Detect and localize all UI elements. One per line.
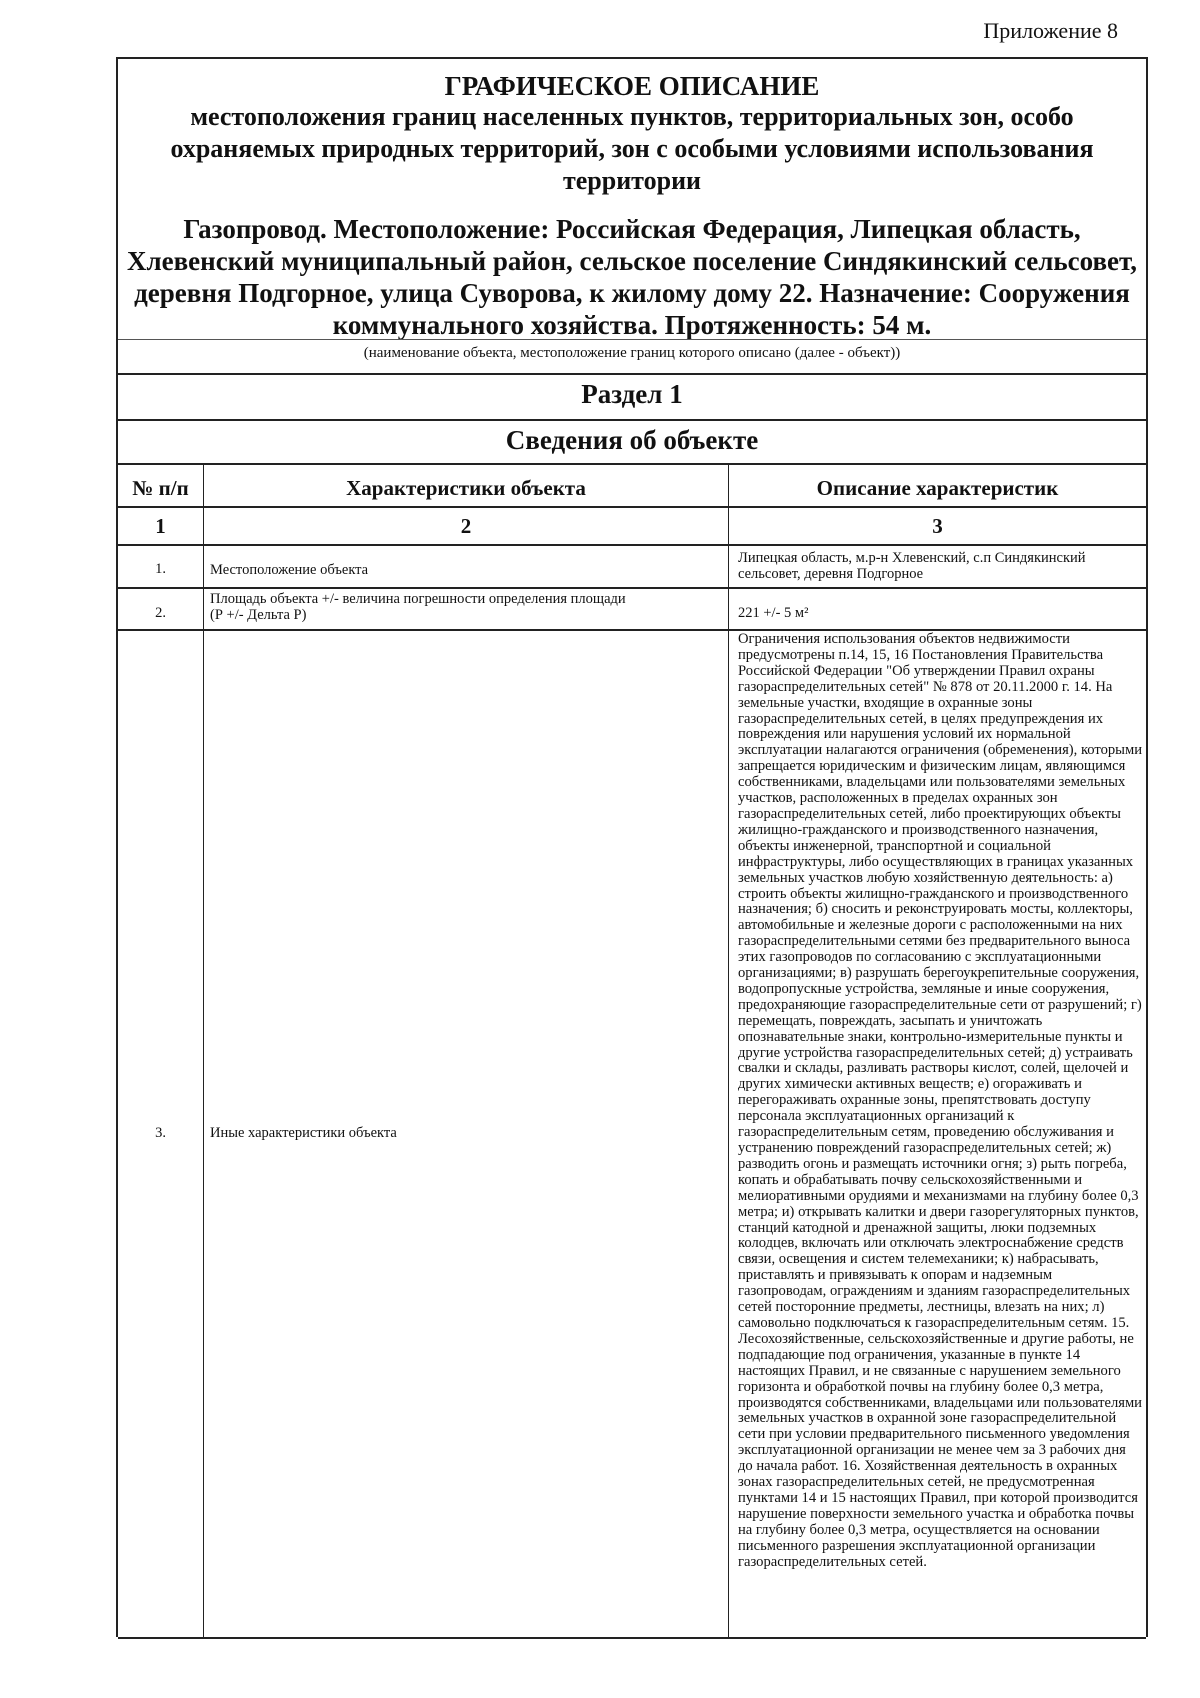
column-divider — [203, 463, 204, 1639]
divider — [118, 463, 1146, 465]
table-row-3-number: 3. — [155, 1125, 166, 1141]
column-number-3: 3 — [932, 514, 943, 538]
section-subtitle: Сведения об объекте — [505, 425, 759, 455]
section-title: Раздел 1 — [581, 379, 683, 409]
divider — [118, 587, 1146, 589]
column-divider — [728, 463, 729, 1639]
divider — [118, 544, 1146, 546]
divider — [118, 373, 1146, 375]
document-header — [118, 59, 1146, 341]
divider — [118, 419, 1146, 421]
table-row-3-description: Ограничения использования объектов недвижимости предусмотрены п.14, 15, 16 Постановления Правительства Российской Федерации "Об утверждении Правил охраны газораспределительных сетей" № 878 от 20.11.2000 г. 14. На земельные участки, входящие в охранные зоны газораспределительных сетей, в целях предупреждения их повреждения или нарушения условий их нормальной эксплуатации налагаются ограничения (обременения), которыми запрещается юридическим и физическим лицам, являющимся собственниками, владельцами или пользователями земельных участков, расположенных в пределах охранных зон газораспределительных сетей, либо проектирующих объекты жилищно-гражданского и производственного назначения, объекты инженерной, транспортной и социальной инфраструктуры, либо осуществляющих в границах указанных земельных участков любую хозяйственную деятельность: а) строить объекты жилищно-гражданского и производственного назначения; б) сносить и реконструировать мосты, коллекторы, автомобильные и железные дороги с расположенными на них газораспределительными сетями без предварительного выноса этих газопроводов по согласованию с эксплуатационными организациями; в) разрушать берегоукрепительные сооружения, водопропускные устройства, земляные и иные сооружения, предохраняющие газораспределительные сети от разрушений; г) перемещать, повреждать, засыпать и уничтожать опознавательные знаки, контрольно-измерительные пункты и другие устройства газораспределительных сетей; д) устраивать свалки и склады, разливать растворы кислот, солей, щелочей и других химически активных веществ; е) огораживать и перегораживать охранные зоны, препятствовать доступу персонала эксплуатационных организаций к газораспределительным сетям, проведению обслуживания и устранению повреждений газораспределительных сетей; ж) разводить огонь и размещать источники огня; з) рыть погреба, копать и обрабатывать почву сельскохозяйственными и мелиоративными орудиями и механизмами на глубину более 0,3 метра; и) открывать калитки и двери газорегуляторных пунктов, станций катодной и дренажной защиты, люки подземных колодцев, включать или отключать электроснабжение средств связи, освещения и систем телемеханики; к) набрасывать, приставлять и привязывать к опорам и надземным газопроводам, ограждениям и зданиям газораспределительных сетей посторонние предметы, лестницы, влезать на них; л) самовольно подключаться к газораспределительным сетям. 15. Лесохозяйственные, сельскохозяйственные и другие работы, не подпадающие под ограничения, указанные в пункте 14 настоящих Правил, и не связанные с нарушением земельного горизонта и обработкой почвы на глубину более 0,3 метра, производятся собственниками, владельцами или пользователями земельных участков в охранной зоне газораспределительной сети при условии предварительного письменного уведомления эксплуатационной организации не менее чем за 3 рабочих дня до начала работ. 16. Хозяйственная деятельность в охранных зонах газораспределительных сетей, не предусмотренная пунктами 14 и 15 настоящих Правил, при которой производится нарушение поверхности земельного участка и обработка почвы на глубину более 0,3 метра, осуществляется на основании письменного разрешения эксплуатационной организации газораспределительных сетей. — [738, 631, 1143, 1570]
document-title: ГРАФИЧЕСКОЕ ОПИСАНИЕ — [444, 71, 820, 101]
table-row-2-number: 2. — [155, 605, 166, 621]
table-row-2-characteristic: Площадь объекта +/- величина погрешности определения площади (Р +/- Дельта Р) — [210, 591, 626, 623]
table-row-2-description: 221 +/- 5 м² — [738, 605, 809, 621]
table-row-1-characteristic: Местоположение объекта — [210, 562, 369, 578]
document-frame — [116, 57, 1148, 1637]
table-row-1-description: Липецкая область, м.р-н Хлевенский, с.п Синдякинский сельсовет, деревня Подгорное — [738, 550, 1086, 582]
object-caption: (наименование объекта, местоположение границ которого описано (далее - объект)) — [363, 345, 901, 361]
header-description: Описание характеристик — [816, 476, 1059, 500]
header-number: № п/п — [132, 476, 189, 500]
divider — [118, 1637, 1146, 1639]
table-row-3-characteristic: Иные характеристики объекта — [210, 1125, 397, 1141]
object-underline — [118, 339, 1146, 340]
appendix-label: Приложение 8 — [983, 18, 1118, 43]
column-number-1: 1 — [155, 514, 166, 538]
header-characteristic: Характеристики объекта — [346, 476, 586, 500]
object-name: Газопровод. Местоположение: Российская Федерация, Липецкая область, Хлевенский муниципальный район, сельское поселение Синдякинский сельсовет, деревня Подгорное, улица Суворова, к жилому дому 22. Назначение: Сооружения коммунального хозяйства. Протяженность: 54 м. — [126, 214, 1138, 340]
column-number-2: 2 — [460, 514, 472, 538]
document-subtitle: местоположения границ населенных пунктов, территориальных зон, особо охраняемых природных территорий, зон с особыми условиями использования территории — [170, 102, 1094, 195]
table-row-1-number: 1. — [155, 561, 166, 577]
divider — [118, 506, 1146, 508]
